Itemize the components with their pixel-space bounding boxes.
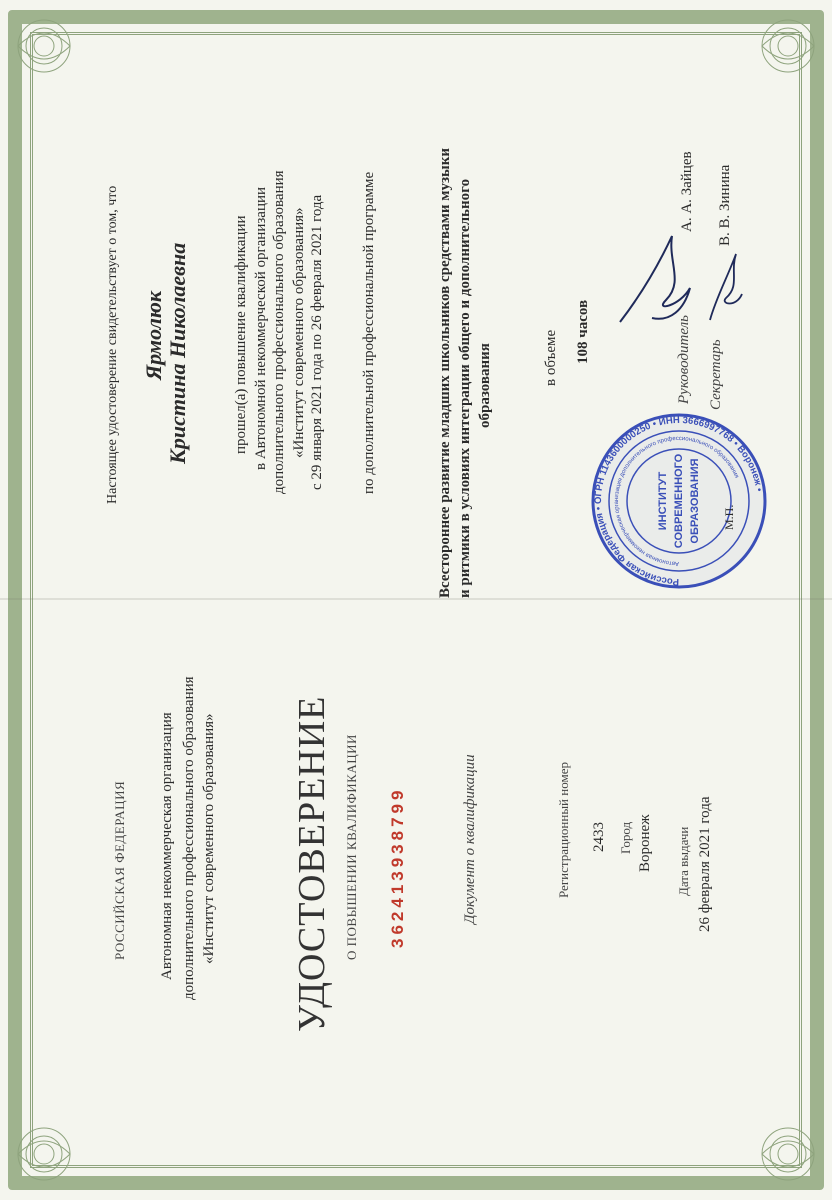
- org-line-3: «Институт современного образования»: [201, 713, 217, 964]
- head-signature: [610, 226, 700, 330]
- secretary-name: В. В. Зинина: [717, 164, 733, 246]
- corner-ornament-icon: [14, 1064, 134, 1184]
- country-label: РОССИЙСКАЯ ФЕДЕРАЦИЯ: [112, 780, 127, 960]
- corner-ornament-icon: [698, 16, 818, 136]
- corner-ornament-icon: [698, 1064, 818, 1184]
- recipient-surname: Ярмолюк: [141, 290, 166, 380]
- org-line-1: Автономная некоммерческая организация: [159, 712, 175, 980]
- svg-text:ИНСТИТУТ: ИНСТИТУТ: [657, 471, 669, 531]
- corner-ornament-icon: [14, 16, 134, 136]
- issue-date-label: Дата выдачи: [676, 826, 691, 896]
- program-title-line-2: и ритмики в условиях интеграции общего и дополнительного: [457, 178, 473, 598]
- svg-text:СОВРЕМЕННОГО: СОВРЕМЕННОГО: [673, 453, 685, 549]
- volume-label: в объеме: [543, 329, 559, 386]
- study-period: с 29 января 2021 года по 26 февраля 2021 года: [309, 194, 325, 490]
- volume-value: 108 часов: [575, 299, 591, 364]
- program-intro: по дополнительной профессиональной программе: [361, 171, 377, 494]
- passed-line-1: прошел(а) повышение квалификации: [233, 215, 249, 454]
- program-title-line-3: образования: [477, 343, 493, 428]
- serial-number: 362413938799: [388, 786, 407, 948]
- city-value: Воронеж: [637, 814, 653, 872]
- issue-date-value: 26 февраля 2021 года: [697, 796, 713, 932]
- svg-text:Автономная некоммерческая орга: Автономная некоммерческая организация дополнительного профессионального образования: [613, 435, 740, 567]
- recipient-given-names: Кристина Николаевна: [165, 242, 190, 464]
- head-name: А. А. Зайцев: [679, 151, 695, 232]
- document-title: УДОСТОВЕРЕНИЕ: [291, 695, 333, 1032]
- fold-line: [0, 598, 832, 600]
- document-subtitle: О ПОВЫШЕНИИ КВАЛИФИКАЦИИ: [344, 734, 359, 960]
- secretary-signature: [700, 246, 750, 326]
- intro-text: Настоящее удостоверение свидетельствует о том, что: [105, 185, 120, 504]
- svg-text:Российская Федерация • ОГРН 11: Российская Федерация • ОГРН 1143600000250 • ИНН 3666997768 • Воронеж •: [592, 414, 765, 588]
- passed-line-3: дополнительного профессионального образования: [271, 170, 287, 494]
- head-role: Руководитель: [676, 315, 692, 404]
- org-line-2: дополнительного профессионального образования: [181, 676, 197, 1000]
- svg-text:ОБРАЗОВАНИЯ: ОБРАЗОВАНИЯ: [689, 458, 701, 544]
- passed-line-2: в Автономной некоммерческой организации: [253, 186, 269, 470]
- registration-number: 2433: [591, 822, 607, 852]
- program-title-line-1: Всестороннее развитие младших школьников средствами музыки: [437, 147, 453, 598]
- passed-line-4: «Институт современного образования»: [291, 207, 307, 458]
- organization-stamp-icon: [590, 412, 768, 590]
- document-type: Документ о квалификации: [462, 754, 478, 924]
- registration-label: Регистрационный номер: [556, 762, 571, 898]
- secretary-role: Секретарь: [708, 339, 724, 410]
- stamp-mark: М.П.: [722, 504, 736, 530]
- city-label: Город: [618, 821, 633, 854]
